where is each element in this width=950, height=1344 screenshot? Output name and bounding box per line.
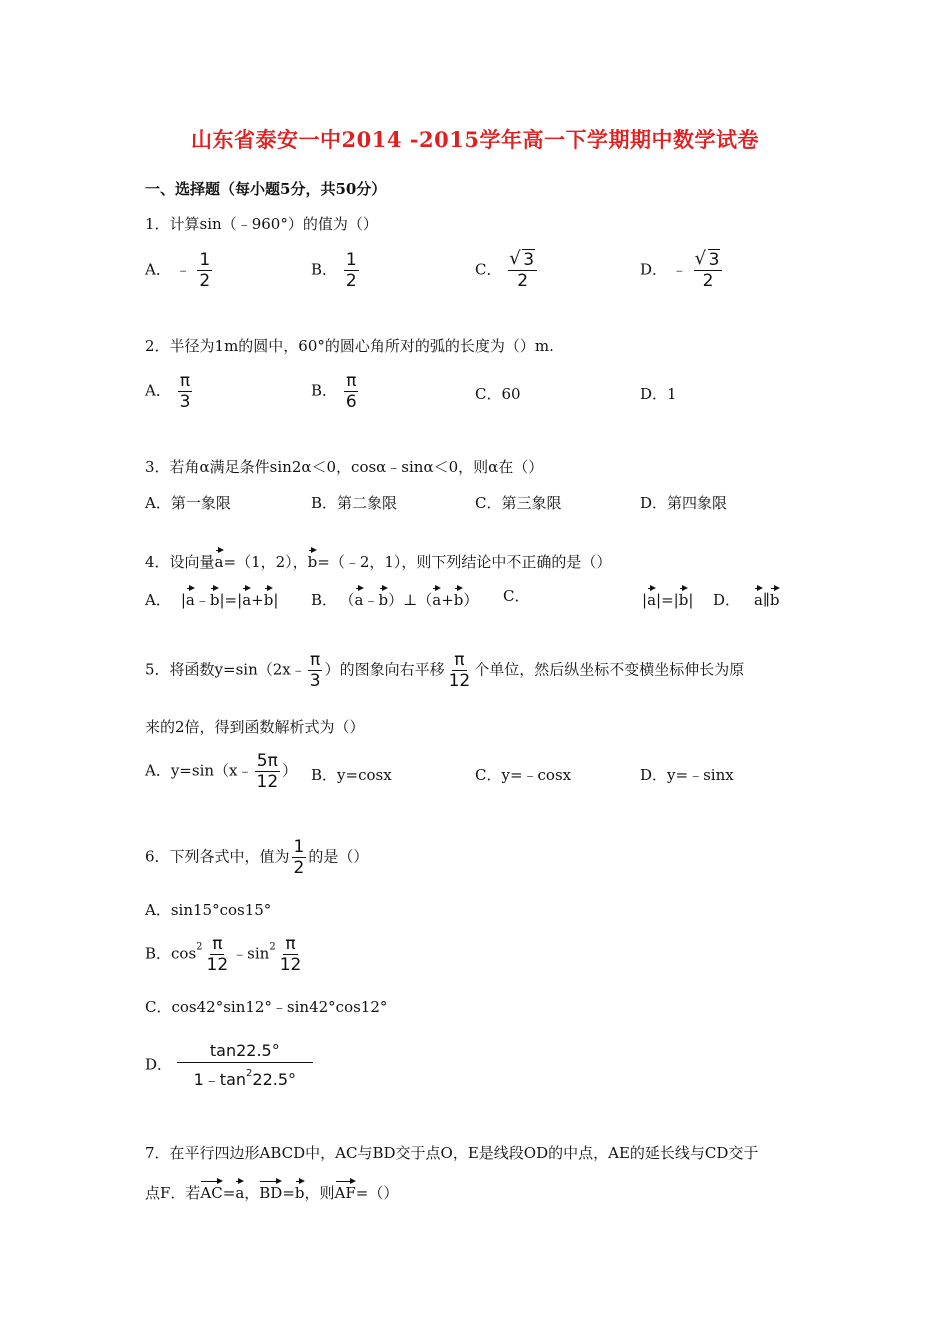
denominator: 2 xyxy=(702,271,714,291)
denominator: 12 xyxy=(256,772,279,792)
denominator: 12 xyxy=(206,955,229,975)
numerator xyxy=(508,250,537,271)
q6-option-b xyxy=(145,934,305,975)
exam-title: 山东省泰安一中2014 -2015学年高一下学期期中数学试卷 xyxy=(191,127,759,152)
q2-option-b xyxy=(311,371,361,412)
fraction xyxy=(178,371,193,412)
numerator: 1 xyxy=(293,837,305,857)
option-label: A． xyxy=(145,591,171,609)
numerator: π xyxy=(454,650,465,670)
vector-a: a xyxy=(754,585,763,608)
option-label: D． xyxy=(640,260,668,279)
option-label: A． xyxy=(145,260,171,279)
section-heading: 一、选择题（每小题5分，共50分） xyxy=(145,180,387,198)
vector-a: a xyxy=(215,547,224,570)
numerator: 1 xyxy=(345,250,357,270)
vector-b: b xyxy=(295,1178,305,1201)
option-text: ） xyxy=(282,761,298,780)
q6-option-a: A．sin15°cos15° xyxy=(145,901,272,919)
fraction xyxy=(255,751,281,792)
paren-close: ） xyxy=(388,591,404,609)
question-7-stem-line2 xyxy=(145,1178,398,1203)
question-6-stem xyxy=(145,837,368,878)
equals-sign: = xyxy=(282,1184,295,1202)
vector-a: a xyxy=(242,585,251,608)
sqrt-symbol xyxy=(510,250,535,270)
q4-option-c xyxy=(503,585,529,606)
q5-option-d: D．y=﹣sinx xyxy=(640,766,734,784)
denominator: 2 xyxy=(517,271,529,291)
stem-text: =（﹣2，1），则下列结论中不正确的是（） xyxy=(317,553,612,571)
numerator: 1 xyxy=(199,250,211,270)
denominator-text: 22.5° xyxy=(252,1070,297,1089)
option-label: D． xyxy=(145,1055,173,1074)
stem-text: 点F．若 xyxy=(145,1184,201,1202)
minus-sign: ﹣ xyxy=(175,260,191,279)
stem-text: ，则 xyxy=(304,1184,335,1202)
question-3-stem: 3．若角α满足条件sin2α＜0，cosα﹣sinα＜0，则α在（） xyxy=(145,458,544,476)
abs-bar: | xyxy=(688,591,694,609)
abs-bar: | xyxy=(656,591,662,609)
numerator: tan22.5° xyxy=(177,1040,313,1063)
denominator xyxy=(194,1063,296,1091)
abs-bar: | xyxy=(180,591,186,609)
vector-ac: AC xyxy=(200,1178,222,1201)
q1-option-a xyxy=(145,250,214,291)
fraction xyxy=(344,371,359,412)
paren-open: （ xyxy=(417,591,433,609)
denominator: 12 xyxy=(279,955,302,975)
option-label: B． xyxy=(311,591,338,609)
q1-option-d xyxy=(640,250,724,291)
option-label: C． xyxy=(475,260,502,279)
minus-sign: ﹣ xyxy=(363,591,379,609)
denominator: 2 xyxy=(199,271,211,291)
q1-option-c xyxy=(475,250,539,291)
q4-option-d xyxy=(713,585,780,610)
numerator: π xyxy=(285,934,296,954)
denominator-text: 1﹣tan xyxy=(193,1070,247,1089)
abs-bar: | xyxy=(273,591,279,609)
minus-sign: ﹣ xyxy=(671,260,687,279)
q3-option-d: D．第四象限 xyxy=(640,494,728,512)
numerator xyxy=(694,250,723,271)
numerator: π xyxy=(179,371,191,391)
vector-b: b xyxy=(308,547,318,570)
q2-option-d: D．1 xyxy=(640,385,677,403)
q4-option-c-body xyxy=(642,585,693,609)
stem-text: =（） xyxy=(355,1184,399,1202)
q1-option-b xyxy=(311,250,361,291)
vector-b: b xyxy=(770,585,780,608)
fraction xyxy=(205,934,231,975)
stem-text: ）的图象向右平移 xyxy=(324,660,445,679)
fraction xyxy=(308,650,323,691)
numerator: π xyxy=(212,934,223,954)
vector-a: a xyxy=(235,1178,244,1201)
vector-a: a xyxy=(432,585,441,608)
question-4-stem xyxy=(145,547,611,572)
vector-b: b xyxy=(379,585,389,608)
equals-sign: = xyxy=(222,1184,236,1202)
numerator: 5π xyxy=(256,751,278,771)
equals-sign: = xyxy=(224,591,238,609)
vector-b: b xyxy=(210,585,220,608)
stem-text: 个单位，然后纵坐标不变横坐标伸长为原 xyxy=(474,660,745,679)
denominator: 12 xyxy=(448,671,471,691)
vector-b: b xyxy=(454,585,464,608)
q2-option-c: C．60 xyxy=(475,385,521,403)
q5-option-b: B．y=cosx xyxy=(311,766,392,784)
option-label: B． xyxy=(311,381,338,400)
q6-option-c: C．cos42°sin12°﹣sin42°cos12° xyxy=(145,998,388,1016)
q5-option-c: C．y=﹣cosx xyxy=(475,766,572,784)
option-label: A． xyxy=(145,381,171,400)
vector-a: a xyxy=(355,585,364,608)
vector-a: a xyxy=(647,585,656,608)
exponent: 2 xyxy=(246,1068,253,1079)
parallel-sign: ∥ xyxy=(762,591,770,609)
exponent: 2 xyxy=(269,941,276,953)
option-label: B． xyxy=(311,260,338,279)
question-2-stem: 2．半径为1m的圆中，60°的圆心角所对的弧的长度为（）m. xyxy=(145,337,554,355)
abs-bar: | xyxy=(237,591,243,609)
stem-text: 5．将函数y=sin（2x﹣ xyxy=(145,660,306,679)
question-7-stem: 7．在平行四边形ABCD中，AC与BD交于点O，E是线段OD的中点，AE的延长线与CD交于 xyxy=(145,1144,759,1162)
plus-sign: + xyxy=(441,591,454,609)
fraction xyxy=(344,250,359,291)
q3-option-b: B．第二象限 xyxy=(311,494,398,512)
option-text: A．y=sin（x﹣ xyxy=(145,761,253,780)
q4-option-b xyxy=(311,585,478,610)
fraction xyxy=(197,250,212,291)
equals-sign: = xyxy=(661,591,674,609)
abs-bar: | xyxy=(642,591,648,609)
vector-a: a xyxy=(186,585,195,608)
sqrt-symbol xyxy=(696,250,721,270)
minus-sign: ﹣ xyxy=(194,591,210,609)
comma: ， xyxy=(244,1184,260,1202)
numerator: π xyxy=(346,371,357,391)
option-label: C． xyxy=(503,587,530,605)
option-text: B．cos xyxy=(145,944,197,963)
numerator: π xyxy=(310,650,321,670)
question-5-stem xyxy=(145,650,744,691)
vector-bd: BD xyxy=(259,1178,282,1201)
paren-close: ） xyxy=(463,591,479,609)
q5-option-a xyxy=(145,751,297,792)
vector-b: b xyxy=(679,585,689,608)
q3-option-a: A．第一象限 xyxy=(145,494,231,512)
stem-text: 的是（） xyxy=(308,847,369,866)
fraction xyxy=(694,250,723,291)
q6-option-d xyxy=(145,1040,313,1091)
option-text: ﹣sin xyxy=(232,944,270,963)
abs-bar: | xyxy=(673,591,679,609)
perpendicular-sign: ⊥ xyxy=(403,591,418,609)
abs-bar: | xyxy=(219,591,225,609)
q2-option-a xyxy=(145,371,194,412)
denominator: 2 xyxy=(345,271,357,291)
fraction xyxy=(292,837,307,878)
fraction xyxy=(177,1040,313,1091)
question-1-stem: 1．计算sin（﹣960°）的值为（） xyxy=(145,215,378,233)
stem-text: 6．下列各式中，值为 xyxy=(145,847,290,866)
denominator: 6 xyxy=(345,392,357,412)
denominator: 2 xyxy=(293,858,305,878)
paren-open: （ xyxy=(347,591,355,609)
radicand: 3 xyxy=(523,250,535,270)
vector-af: AF xyxy=(335,1178,356,1201)
option-label: D． xyxy=(713,591,741,609)
denominator: 3 xyxy=(179,392,191,412)
fraction xyxy=(508,250,537,291)
radicand: 3 xyxy=(708,250,720,270)
plus-sign: + xyxy=(251,591,264,609)
q4-option-a xyxy=(145,585,278,610)
fraction xyxy=(447,650,473,691)
q3-option-c: C．第三象限 xyxy=(475,494,562,512)
fraction xyxy=(278,934,304,975)
denominator: 3 xyxy=(309,671,321,691)
question-5-stem-line2: 来的2倍，得到函数解析式为（） xyxy=(145,718,365,736)
exponent: 2 xyxy=(196,941,203,953)
stem-text: 4．设向量 xyxy=(145,553,215,571)
vector-b: b xyxy=(264,585,274,608)
stem-text: =（1，2）， xyxy=(223,553,308,571)
